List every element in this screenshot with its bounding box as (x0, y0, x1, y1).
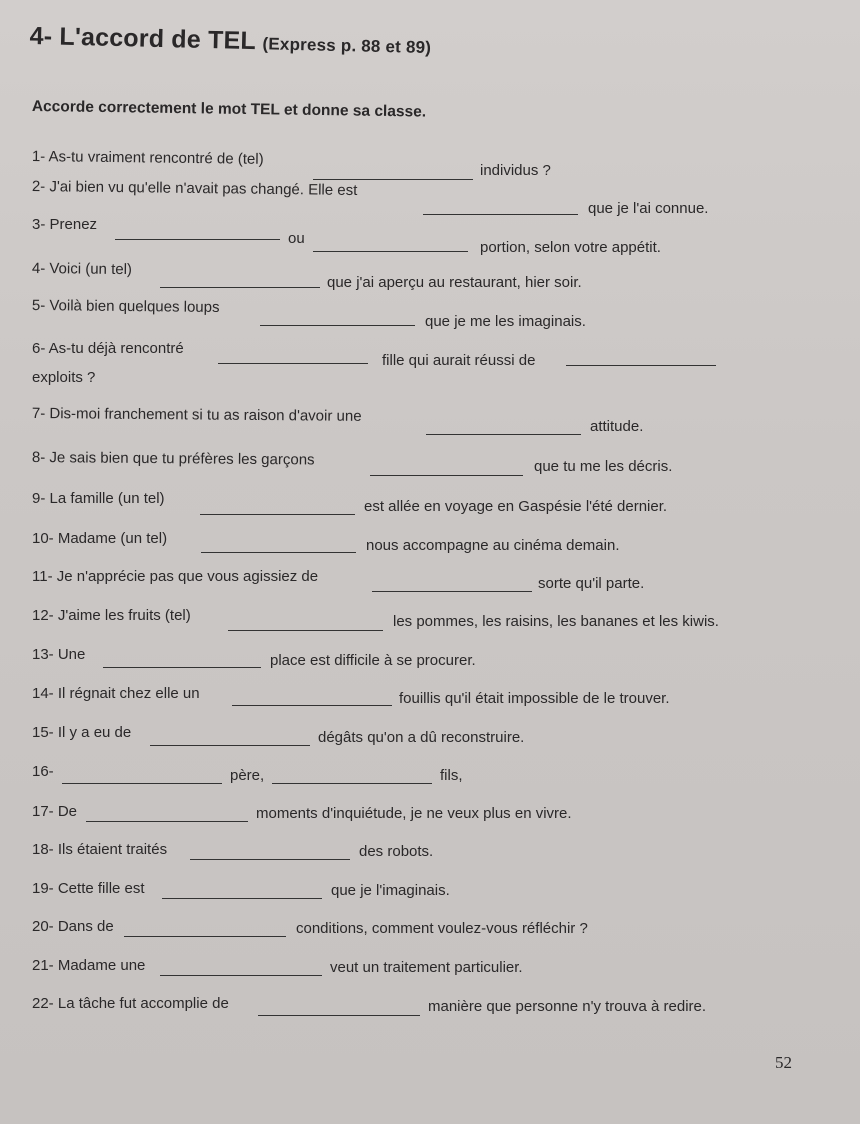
item-17-text: moments d'inquiétude, je ne veux plus en vivre. (256, 805, 572, 822)
answer-blank-15[interactable] (150, 744, 310, 746)
item-13-text: place est difficile à se procurer. (270, 652, 476, 669)
item-18-text: des robots. (359, 843, 434, 860)
answer-blank-1[interactable] (313, 178, 473, 180)
item-21-prompt: 21- Madame une (32, 957, 146, 974)
answer-blank-18[interactable] (190, 858, 350, 860)
item-10-text: nous accompagne au cinéma demain. (366, 537, 620, 554)
item-4-text: que j'ai aperçu au restaurant, hier soir. (327, 274, 582, 291)
item-3-text-b: portion, selon votre appétit. (480, 239, 661, 256)
answer-blank-3b[interactable] (313, 250, 468, 252)
answer-blank-21[interactable] (160, 974, 322, 976)
answer-blank-10[interactable] (201, 551, 356, 553)
item-1-prompt: 1- As-tu vraiment rencontré de (tel) (31, 148, 264, 168)
answer-blank-13[interactable] (103, 666, 261, 668)
item-15-prompt: 15- Il y a eu de (32, 724, 132, 741)
item-22-text: manière que personne n'y trouva à redire. (428, 998, 707, 1015)
item-14-text: fouillis qu'il était impossible de le trouver. (399, 690, 670, 707)
answer-blank-7[interactable] (426, 433, 581, 435)
answer-blank-14[interactable] (232, 704, 392, 706)
item-9-text: est allée en voyage en Gaspésie l'été dernier. (364, 498, 668, 515)
item-9-prompt: 9- La famille (un tel) (32, 490, 165, 507)
item-1-text: individus ? (480, 162, 551, 179)
answer-blank-19[interactable] (162, 897, 322, 899)
item-16-prompt: 16- (32, 763, 54, 780)
item-21-text: veut un traitement particulier. (330, 959, 523, 976)
answer-blank-12[interactable] (228, 629, 383, 631)
answer-blank-3a[interactable] (115, 238, 280, 240)
item-13-prompt: 13- Une (32, 646, 86, 663)
item-7-prompt: 7- Dis-moi franchement si tu as raison d'avoir une (31, 405, 362, 425)
item-20-text: conditions, comment voulez-vous réfléchir ? (296, 920, 588, 937)
item-11-prompt: 11- Je n'apprécie pas que vous agissiez de (32, 568, 319, 585)
item-6-prompt: 6- As-tu déjà rencontré (32, 340, 184, 357)
item-5-text: que je me les imaginais. (425, 313, 586, 330)
item-19-prompt: 19- Cette fille est (32, 880, 145, 897)
item-2-prompt: 2- J'ai bien vu qu'elle n'avait pas changé. Elle est (31, 178, 358, 199)
item-3-text-a: ou (288, 230, 305, 247)
item-18-prompt: 18- Ils étaient traités (32, 841, 168, 858)
item-17-prompt: 17- De (32, 803, 78, 820)
item-22-prompt: 22- La tâche fut accomplie de (32, 995, 229, 1012)
answer-blank-8[interactable] (370, 474, 523, 476)
item-10-prompt: 10- Madame (un tel) (32, 530, 168, 547)
item-19-text: que je l'imaginais. (331, 882, 450, 899)
answer-blank-11[interactable] (372, 590, 532, 592)
item-14-prompt: 14- Il régnait chez elle un (32, 685, 200, 702)
item-16-text-a: père, (230, 767, 265, 784)
instruction: Accorde correctement le mot TEL et donne sa classe. (31, 98, 427, 121)
title-reference: (Express p. 88 et 89) (262, 34, 432, 58)
item-3-prompt: 3- Prenez (32, 216, 98, 233)
item-11-text: sorte qu'il parte. (538, 575, 645, 592)
item-8-text: que tu me les décris. (534, 458, 673, 475)
item-6-text-a: fille qui aurait réussi de (382, 352, 536, 369)
item-5-prompt: 5- Voilà bien quelques loups (31, 297, 220, 316)
answer-blank-9[interactable] (200, 513, 355, 515)
answer-blank-17[interactable] (86, 820, 248, 822)
item-8-prompt: 8- Je sais bien que tu préfères les garçons (31, 449, 315, 469)
item-12-text: les pommes, les raisins, les bananes et les kiwis. (393, 613, 719, 630)
item-12-prompt: 12- J'aime les fruits (tel) (32, 607, 191, 624)
answer-blank-16b[interactable] (272, 782, 432, 784)
title-text: 4- L'accord de TEL (29, 22, 256, 56)
answer-blank-6a[interactable] (218, 362, 368, 364)
answer-blank-6b[interactable] (566, 364, 716, 366)
answer-blank-20[interactable] (124, 935, 286, 937)
answer-blank-2[interactable] (423, 213, 578, 215)
item-4-prompt: 4- Voici (un tel) (31, 260, 133, 279)
item-2-text: que je l'ai connue. (588, 200, 709, 217)
answer-blank-4[interactable] (160, 286, 320, 288)
item-20-prompt: 20- Dans de (32, 918, 114, 935)
answer-blank-5[interactable] (260, 324, 415, 326)
exercise-title (29, 22, 431, 60)
answer-blank-16a[interactable] (62, 782, 222, 784)
item-15-text: dégâts qu'on a dû reconstruire. (318, 729, 525, 746)
item-7-text: attitude. (590, 418, 644, 435)
item-16-text-b: fils, (440, 767, 463, 784)
page-number: 52 (775, 1053, 792, 1072)
item-6-text-b: exploits ? (32, 369, 96, 386)
answer-blank-22[interactable] (258, 1014, 420, 1016)
